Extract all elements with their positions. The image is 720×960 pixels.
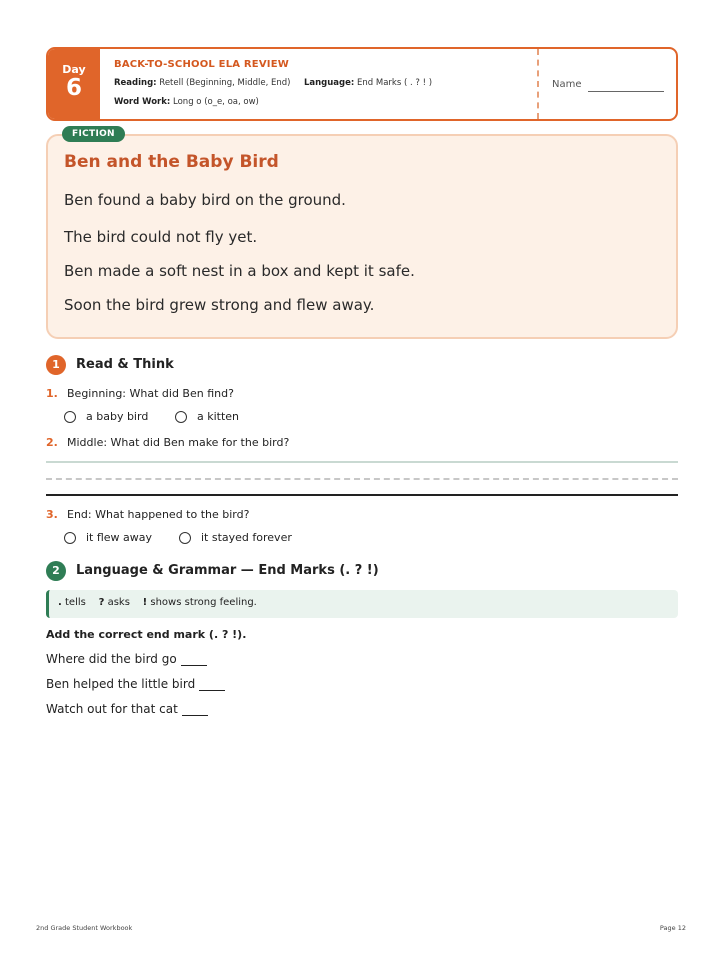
question-number: 2. <box>46 436 58 449</box>
question-number: 1. <box>46 387 58 400</box>
lesson-header <box>46 47 678 121</box>
footer-workbook-title: 2nd Grade Student Workbook <box>36 924 133 932</box>
option-label: it flew away <box>86 531 153 544</box>
answer-option[interactable] <box>175 410 239 423</box>
sentence-item <box>46 652 207 666</box>
answer-blank[interactable] <box>199 679 225 691</box>
sentence-item <box>46 702 208 716</box>
exclamation-mark: ! <box>142 597 148 608</box>
sentence-text: Ben helped the little bird <box>46 677 196 691</box>
story-line: Ben made a soft nest in a box and kept it safe. <box>64 262 415 280</box>
question-desc: asks <box>107 597 130 608</box>
wordwork-line <box>114 97 259 107</box>
lesson-title: BACK-TO-SCHOOL ELA REVIEW <box>114 59 289 70</box>
sentence-item <box>46 677 225 691</box>
option-label: a kitten <box>197 410 240 423</box>
answer-blank[interactable] <box>181 654 207 666</box>
exclamation-desc: shows strong feeling. <box>150 597 257 608</box>
question-text: End: What happened to the bird? <box>67 508 250 521</box>
sentence-text: Where did the bird go <box>46 652 177 666</box>
radio-button[interactable] <box>64 532 76 544</box>
writing-line-base <box>46 494 678 496</box>
question-number: 3. <box>46 508 58 521</box>
reading-label: Reading: <box>114 78 157 88</box>
tip-text <box>58 597 257 608</box>
period-mark: . <box>58 597 62 608</box>
story-title: Ben and the Baby Bird <box>64 152 279 172</box>
question-mark: ? <box>98 597 105 608</box>
story-line: The bird could not fly yet. <box>64 228 258 246</box>
language-value: End Marks ( . ? ! ) <box>357 78 433 88</box>
wordwork-label: Word Work: <box>114 97 171 107</box>
option-label: it stayed forever <box>201 531 292 544</box>
language-label: Language: <box>303 78 355 88</box>
wordwork-value: Long o (o_e, oa, ow) <box>173 97 259 107</box>
section-title: Read & Think <box>76 357 174 372</box>
reading-value: Retell (Beginning, Middle, End) <box>159 78 291 88</box>
radio-button[interactable] <box>64 411 76 423</box>
header-divider <box>537 49 539 119</box>
sentence-text: Watch out for that cat <box>46 702 178 716</box>
writing-line-middle <box>46 478 678 480</box>
answer-option[interactable] <box>64 531 152 544</box>
section-title: Language & Grammar — End Marks (. ? !) <box>76 563 379 578</box>
radio-button[interactable] <box>179 532 191 544</box>
section-number-badge: 2 <box>46 561 66 581</box>
task-instruction: Add the correct end mark (. ? !). <box>46 628 247 641</box>
answer-blank[interactable] <box>182 704 208 716</box>
answer-option[interactable] <box>179 531 292 544</box>
fiction-tag: FICTION <box>62 126 125 142</box>
footer-page-number: Page 12 <box>659 924 686 932</box>
day-label: Day <box>62 63 86 76</box>
day-badge <box>48 49 100 119</box>
name-field[interactable] <box>588 91 664 92</box>
day-number: 6 <box>65 75 82 101</box>
story-line: Ben found a baby bird on the ground. <box>64 191 346 209</box>
option-label: a baby bird <box>86 410 149 423</box>
story-line: Soon the bird grew strong and flew away. <box>64 296 375 314</box>
period-desc: tells <box>65 597 86 608</box>
radio-button[interactable] <box>175 411 187 423</box>
answer-option[interactable] <box>64 410 148 423</box>
section-number-badge: 1 <box>46 355 66 375</box>
writing-line-top[interactable] <box>46 461 678 463</box>
name-label: Name <box>552 79 582 90</box>
reading-language-line <box>114 78 432 88</box>
question-text: Beginning: What did Ben find? <box>67 387 234 400</box>
question-text: Middle: What did Ben make for the bird? <box>67 436 290 449</box>
